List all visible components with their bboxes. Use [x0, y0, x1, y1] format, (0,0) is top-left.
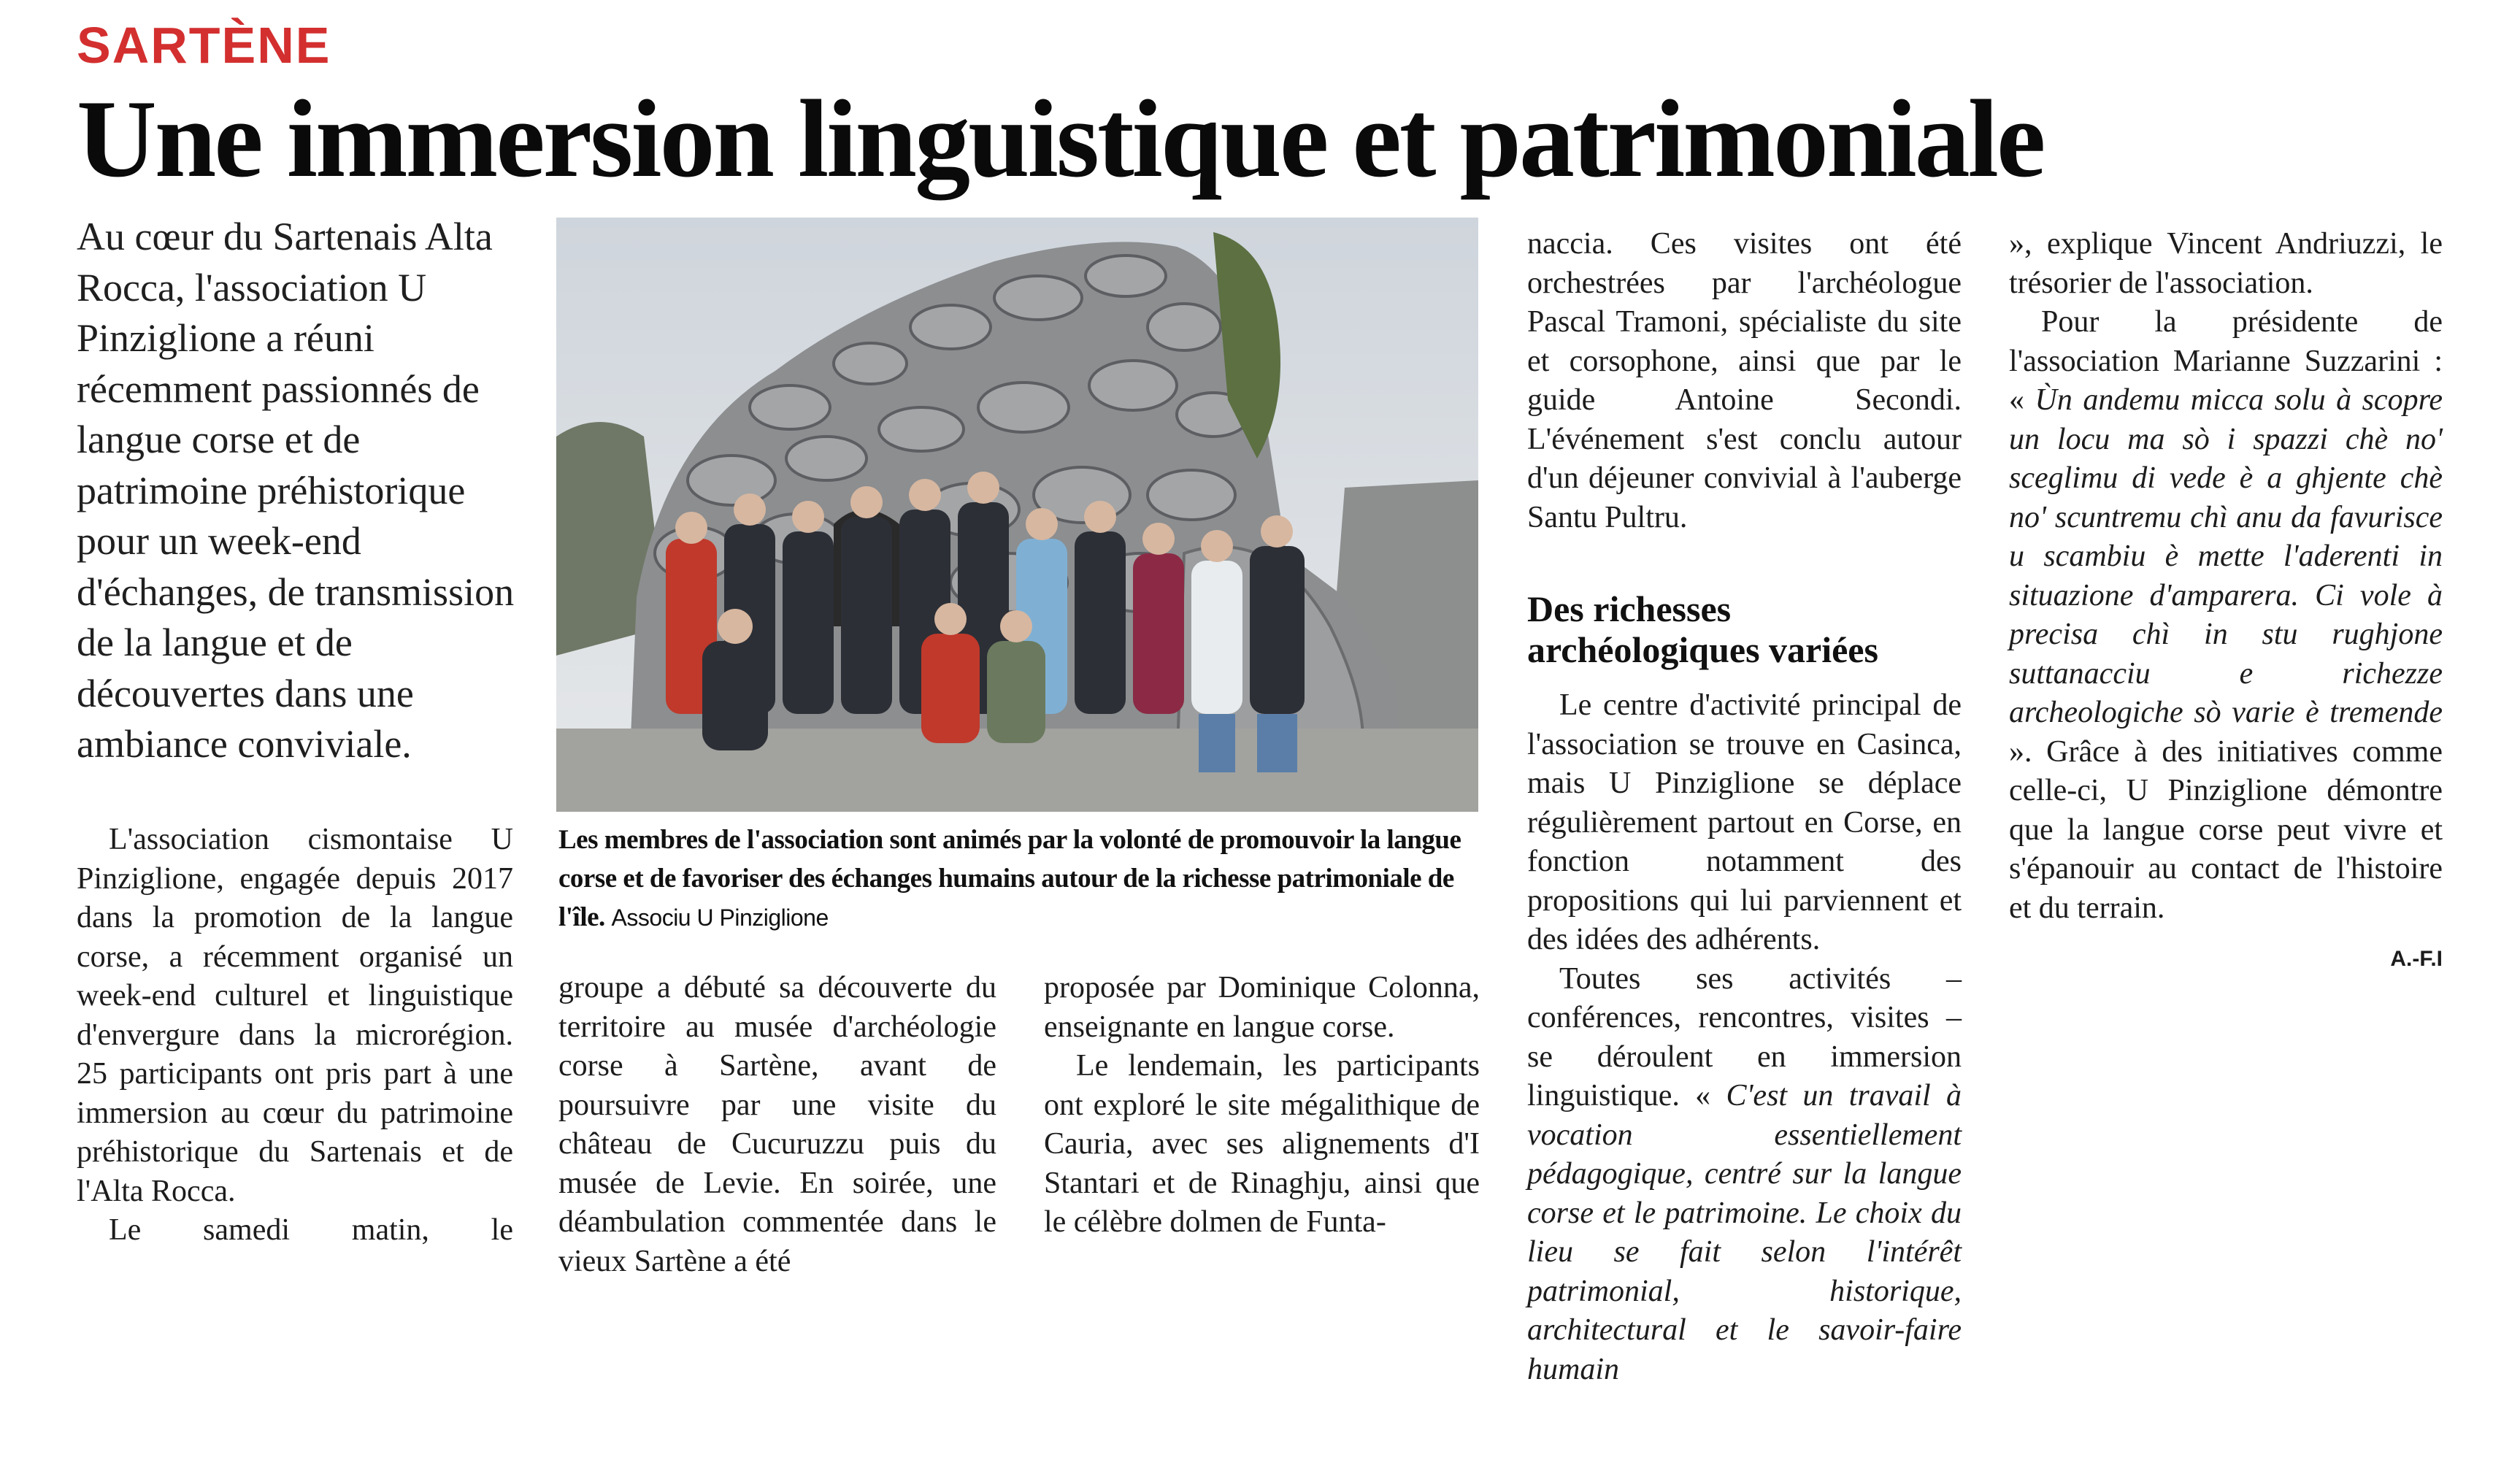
body-column-4: [1527, 225, 1962, 1389]
group-photo-illustration: [556, 218, 1478, 812]
quote-outro: », explique Vincent Andriuzzi, le trésorier de l'association.: [2009, 227, 2443, 300]
caption-text: Les membres de l'association sont animés par la volonté de promouvoir la langue corse et de favoriser des échanges humains autour de la richesse patrimoniale de l'île.: [558, 825, 1461, 932]
body-paragraph: Le lendemain, les participants ont exploré le site mégalithique de Cauria, avec ses alignements d'I Stantari et de Rinaghju, ainsi que le célèbre dolmen de Funta-: [1044, 1049, 1480, 1239]
section-kicker: SARTÈNE: [77, 17, 331, 74]
body-column-5: [2009, 225, 2443, 979]
quote-text-corsican: Ùn andemu micca solu à scopre un locu ma sò i spazzi chè no' sceglimu di vede è a ghjente chè no' scuntremu chì anu da favurisce u scambiu è mette l'aderenti in situazione d'amparera. Ci vole à precisa chì in stu rughjone suttanacciu e richezze archeologiche sò varie è tremende: [2009, 383, 2443, 729]
body-column-1: [77, 821, 513, 1250]
author-signature: A.-F.I: [2390, 947, 2443, 971]
body-column-3: [1044, 969, 1480, 1242]
quote-text: C'est un travail à vocation essentiellement pédagogique, centré sur la langue corse et le patrimoine. Le choix du lieu se fait selon l'intérêt patrimonial, historique, architectural et le savoir-faire humain: [1527, 1079, 1962, 1386]
body-paragraph: [2009, 303, 2443, 928]
body-paragraph: naccia. Ces visites ont été orchestrées par l'archéologue Pascal Tramoni, spécialiste du site et corsophone, ainsi que par le guide Antoine Secondi. L'événement s'est conclu autour d'un déjeuner convivial à l'auberge Santu Pultru.: [1527, 227, 1962, 534]
section-subheading: Des richesses archéologiques variées: [1527, 588, 1878, 670]
photo-credit: Associu U Pinziglione: [611, 904, 829, 931]
photo-caption: [558, 821, 1478, 937]
body-column-2: [558, 969, 996, 1281]
quote-intro: Pour la présidente de l'association Marianne Suzzarini : «: [2009, 305, 2443, 417]
quote-intro: Toutes ses activités – conférences, rencontres, visites – se déroulent en immersion linguistique. «: [1527, 961, 1962, 1113]
quote-outro: ». Grâce à des initiatives comme celle-ci, U Pinziglione démontre que la langue corse peut vivre et s'épanouir au contact de l'histoire et du terrain.: [2009, 734, 2443, 925]
body-paragraph: Le centre d'activité principal de l'association se trouve en Casinca, mais U Pinziglione se déplace régulièrement partout en Corse, en fonction notamment des propositions qui lui parviennent et des idées des adhérents.: [1527, 688, 1962, 956]
article-title: Une immersion linguistique et patrimoniale: [77, 77, 2044, 200]
body-paragraph: proposée par Dominique Colonna, enseignante en langue corse.: [1044, 971, 1480, 1044]
article-lede: [77, 212, 515, 770]
body-paragraph: Le samedi matin, le: [109, 1213, 513, 1247]
body-paragraph: [2009, 225, 2443, 303]
lede-text: Au cœur du Sartenais Alta Rocca, l'association U Pinziglione a réuni récemment passionnés de langue corse et de patrimoine préhistorique pour un week-end d'échanges, de transmission de la langue et de découvertes dans une ambiance conviviale.: [77, 215, 515, 766]
article-photo: [556, 218, 1478, 812]
body-paragraph: groupe a débuté sa découverte du territoire au musée d'archéologie corse à Sartène, avant de poursuivre par une visite du château de Cucuruzzu puis du musée de Levie. En soirée, une déambulation commentée dans le vieux Sartène a été: [558, 971, 996, 1278]
body-paragraph: [1527, 960, 1962, 1390]
body-paragraph: L'association cismontaise U Pinziglione, engagée depuis 2017 dans la promotion de la langue corse, a récemment organisé un week-end culturel et linguistique d'envergure dans la microrégion. 25 participants ont pris part à une immersion au cœur du patrimoine préhistorique du Sartenais et de l'Alta Rocca.: [77, 823, 513, 1208]
